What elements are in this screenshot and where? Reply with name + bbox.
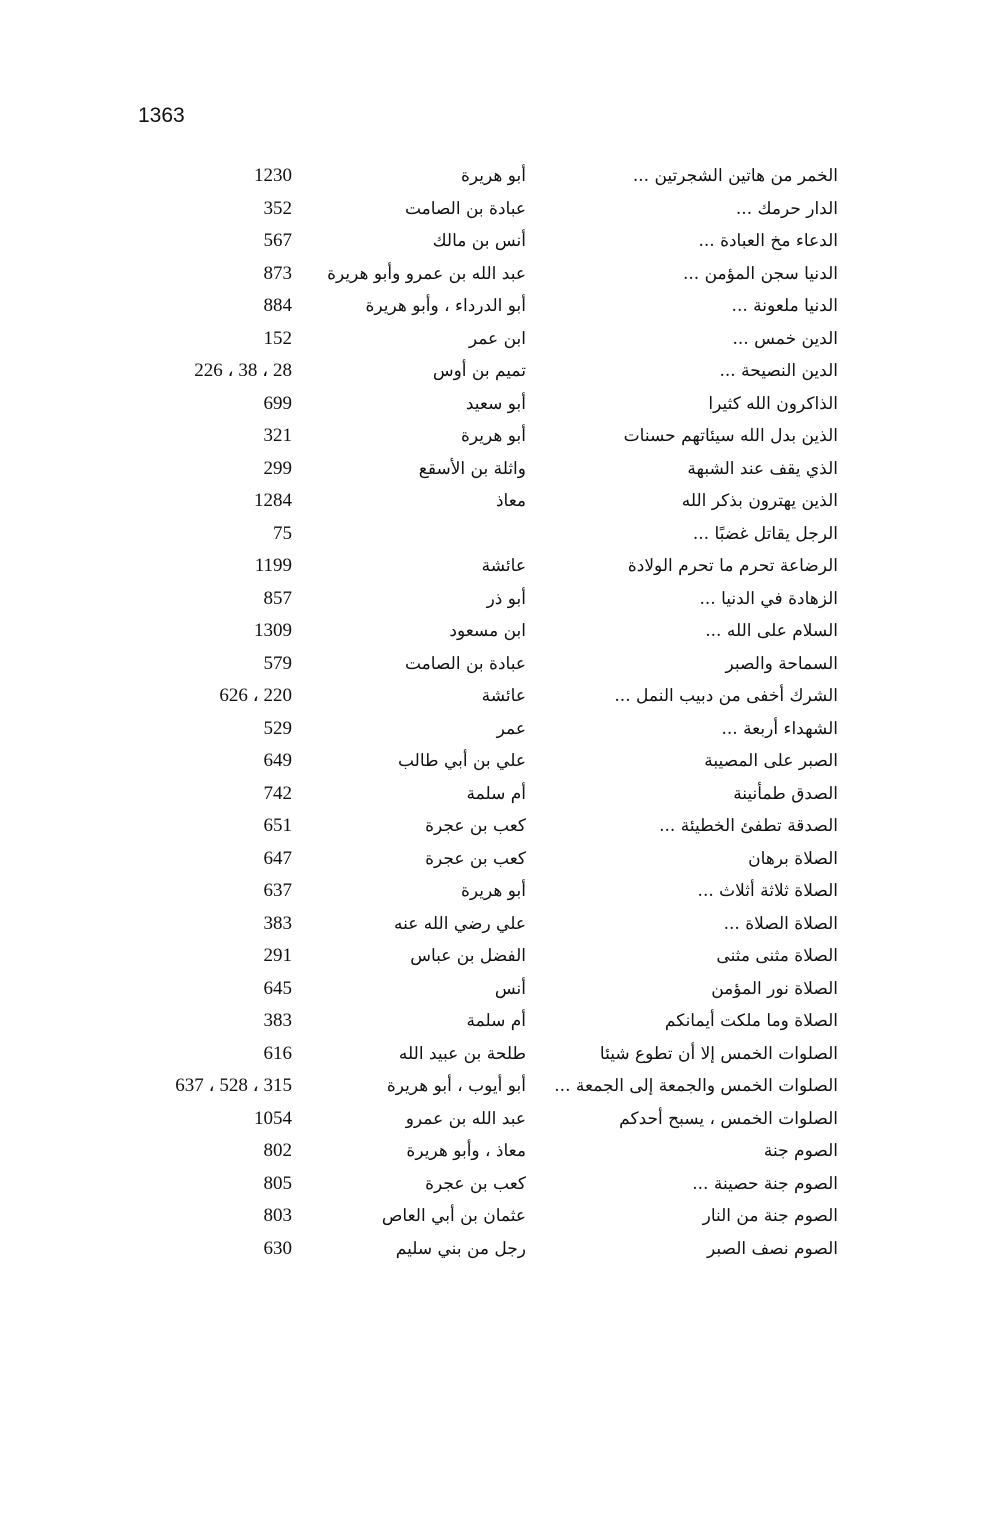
index-row bbox=[130, 1070, 842, 1103]
narrator-name: عبادة بن الصامت bbox=[404, 198, 526, 219]
index-row bbox=[130, 1233, 842, 1266]
index-row bbox=[130, 908, 842, 941]
page-references: 873 bbox=[263, 262, 292, 284]
narrator-name: معاذ bbox=[495, 491, 526, 511]
hadith-text: الدين خمس ... bbox=[732, 328, 838, 349]
page-references: 220 ، 626 bbox=[219, 685, 292, 706]
index-row bbox=[130, 453, 842, 486]
page-references: 637 bbox=[263, 880, 292, 901]
page-references: 529 bbox=[263, 717, 292, 739]
page-references: 352 bbox=[263, 197, 292, 219]
page-references: 299 bbox=[263, 457, 292, 479]
index-row bbox=[130, 648, 842, 681]
hadith-text: الصلوات الخمس ، يسبح أحدكم bbox=[619, 1108, 838, 1129]
page-references: 742 bbox=[263, 782, 292, 804]
index-row bbox=[130, 420, 842, 453]
index-row bbox=[130, 778, 842, 811]
hadith-text: الزهادة في الدنيا ... bbox=[699, 588, 838, 609]
narrator-name: أنس bbox=[494, 978, 526, 999]
page-references: 1054 bbox=[254, 1107, 292, 1129]
index-row bbox=[130, 1038, 842, 1071]
hadith-text: الصلوات الخمس إلا أن تطوع شيئا bbox=[599, 1043, 838, 1064]
page-references: 291 bbox=[263, 945, 292, 966]
narrator-name: كعب بن عجرة bbox=[425, 848, 526, 869]
hadith-text: الصلاة ثلاثة أثلاث ... bbox=[697, 881, 838, 901]
index-row bbox=[130, 225, 842, 258]
page-references: 802 bbox=[263, 1140, 292, 1161]
narrator-name: أم سلمة bbox=[466, 783, 526, 804]
page-references: 383 bbox=[263, 912, 292, 934]
index-row bbox=[130, 160, 842, 193]
hadith-text: الصدقة تطفئ الخطيئة ... bbox=[659, 816, 838, 836]
narrator-name: علي بن أبي طالب bbox=[397, 751, 526, 771]
page-references: 28 ، 38 ، 226 bbox=[194, 360, 292, 381]
narrator-name: معاذ ، وأبو هريرة bbox=[406, 1141, 526, 1161]
hadith-index-table bbox=[130, 160, 842, 1265]
page-references: 803 bbox=[263, 1205, 292, 1226]
narrator-name: أبو سعيد bbox=[465, 393, 526, 414]
index-row bbox=[130, 745, 842, 778]
page-references: 1309 bbox=[254, 620, 292, 641]
index-row bbox=[130, 1135, 842, 1168]
hadith-text: الصوم جنة حصينة ... bbox=[692, 1173, 838, 1194]
hadith-text: الصوم نصف الصبر bbox=[707, 1238, 838, 1259]
hadith-text: الدعاء مخ العبادة ... bbox=[698, 231, 838, 251]
index-row bbox=[130, 875, 842, 908]
page-references: 630 bbox=[263, 1237, 292, 1259]
page-references: 579 bbox=[263, 652, 292, 674]
page-references: 1199 bbox=[254, 555, 292, 576]
narrator-name: عمر bbox=[496, 718, 526, 739]
index-row bbox=[130, 518, 842, 551]
narrator-name: تميم بن أوس bbox=[432, 361, 526, 381]
index-row bbox=[130, 973, 842, 1006]
narrator-name: أبو الدرداء ، وأبو هريرة bbox=[365, 296, 526, 316]
page-references: 645 bbox=[263, 977, 292, 999]
hadith-text: الصلاة وما ملكت أيمانكم bbox=[664, 1011, 838, 1031]
page-references: 1230 bbox=[254, 165, 292, 186]
hadith-text: الشهداء أربعة ... bbox=[721, 718, 838, 739]
page-references: 805 bbox=[263, 1172, 292, 1194]
index-row bbox=[130, 940, 842, 973]
index-row bbox=[130, 615, 842, 648]
narrator-name: عائشة bbox=[481, 556, 526, 576]
hadith-text: الصلوات الخمس والجمعة إلى الجمعة ... bbox=[554, 1076, 838, 1096]
narrator-name: أم سلمة bbox=[466, 1011, 526, 1031]
hadith-text: الدنيا سجن المؤمن ... bbox=[682, 263, 838, 284]
hadith-text: الذي يقف عند الشبهة bbox=[687, 458, 838, 479]
index-row bbox=[130, 290, 842, 323]
page-references: 647 bbox=[263, 847, 292, 869]
page-references: 699 bbox=[263, 392, 292, 414]
narrator-name: علي رضي الله عنه bbox=[394, 913, 526, 934]
page-references: 884 bbox=[263, 295, 292, 316]
index-row bbox=[130, 1103, 842, 1136]
hadith-text: الذاكرون الله كثيرا bbox=[708, 393, 838, 414]
page-references: 567 bbox=[263, 230, 292, 251]
hadith-text: الصبر على المصيبة bbox=[704, 751, 838, 771]
index-row bbox=[130, 843, 842, 876]
page-references: 321 bbox=[263, 425, 292, 446]
page-references: 857 bbox=[263, 587, 292, 609]
narrator-name: رجل من بني سليم bbox=[395, 1238, 526, 1259]
hadith-text: الصوم جنة من النار bbox=[702, 1206, 838, 1226]
narrator-name: كعب بن عجرة bbox=[425, 816, 526, 836]
index-row bbox=[130, 258, 842, 291]
hadith-text: الرضاعة تحرم ما تحرم الولادة bbox=[627, 556, 838, 576]
hadith-text: السماحة والصبر bbox=[725, 653, 838, 674]
narrator-name: واثلة بن الأسقع bbox=[418, 458, 526, 479]
hadith-text: الرجل يقاتل غضبًا ... bbox=[692, 523, 838, 544]
page-references: 651 bbox=[263, 815, 292, 836]
index-row bbox=[130, 1168, 842, 1201]
narrator-name: أبو ذر bbox=[486, 588, 526, 609]
narrator-name: أبو هريرة bbox=[460, 426, 526, 446]
hadith-text: الصلاة برهان bbox=[748, 848, 838, 869]
page-references: 1284 bbox=[254, 490, 292, 511]
hadith-text: الشرك أخفى من دبيب النمل ... bbox=[614, 686, 838, 706]
narrator-name: عبادة بن الصامت bbox=[404, 653, 526, 674]
narrator-name: عائشة bbox=[481, 686, 526, 706]
narrator-name: عبد الله بن عمرو وأبو هريرة bbox=[327, 263, 526, 284]
hadith-text: الصدق طمأنينة bbox=[733, 783, 838, 804]
narrator-name: ابن مسعود bbox=[449, 621, 526, 641]
index-row bbox=[130, 810, 842, 843]
hadith-text: الذين يهترون بذكر الله bbox=[681, 491, 838, 511]
hadith-text: الصلاة مثنى مثنى bbox=[716, 946, 838, 966]
index-row bbox=[130, 583, 842, 616]
hadith-text: الصوم جنة bbox=[763, 1141, 838, 1161]
index-row bbox=[130, 193, 842, 226]
narrator-name: الفضل بن عباس bbox=[410, 946, 526, 966]
index-row bbox=[130, 680, 842, 713]
page-references: 383 bbox=[263, 1010, 292, 1031]
narrator-name: أبو هريرة bbox=[460, 166, 526, 186]
hadith-text: السلام على الله ... bbox=[705, 621, 838, 641]
page-number: 1363 bbox=[138, 104, 185, 127]
page-references: 616 bbox=[263, 1042, 292, 1064]
hadith-text: الصلاة الصلاة ... bbox=[723, 913, 838, 934]
narrator-name: أبو أيوب ، أبو هريرة bbox=[386, 1076, 526, 1096]
index-row bbox=[130, 388, 842, 421]
page-references: 75 bbox=[273, 522, 292, 544]
narrator-name: عبد الله بن عمرو bbox=[405, 1108, 526, 1129]
hadith-text: الخمر من هاتين الشجرتين ... bbox=[632, 166, 838, 186]
page-references: 649 bbox=[263, 750, 292, 771]
narrator-name: كعب بن عجرة bbox=[425, 1173, 526, 1194]
narrator-name: أنس بن مالك bbox=[432, 231, 526, 251]
narrator-name: أبو هريرة bbox=[460, 881, 526, 901]
page-references: 152 bbox=[263, 327, 292, 349]
page-references: 315 ، 528 ، 637 bbox=[175, 1075, 292, 1096]
hadith-text: الدار حرمك ... bbox=[735, 198, 838, 219]
index-row bbox=[130, 1200, 842, 1233]
narrator-name: عثمان بن أبي العاص bbox=[381, 1206, 526, 1226]
index-row bbox=[130, 713, 842, 746]
hadith-text: الدين النصيحة ... bbox=[719, 361, 838, 381]
hadith-text: الصلاة نور المؤمن bbox=[711, 978, 838, 999]
narrator-name: طلحة بن عبيد الله bbox=[398, 1043, 526, 1064]
narrator-name: ابن عمر bbox=[468, 328, 526, 349]
hadith-text: الذين بدل الله سيئاتهم حسنات bbox=[623, 426, 838, 446]
hadith-text: الدنيا ملعونة ... bbox=[731, 296, 838, 316]
index-row bbox=[130, 355, 842, 388]
index-row bbox=[130, 1005, 842, 1038]
index-row bbox=[130, 485, 842, 518]
index-row bbox=[130, 550, 842, 583]
index-row bbox=[130, 323, 842, 356]
